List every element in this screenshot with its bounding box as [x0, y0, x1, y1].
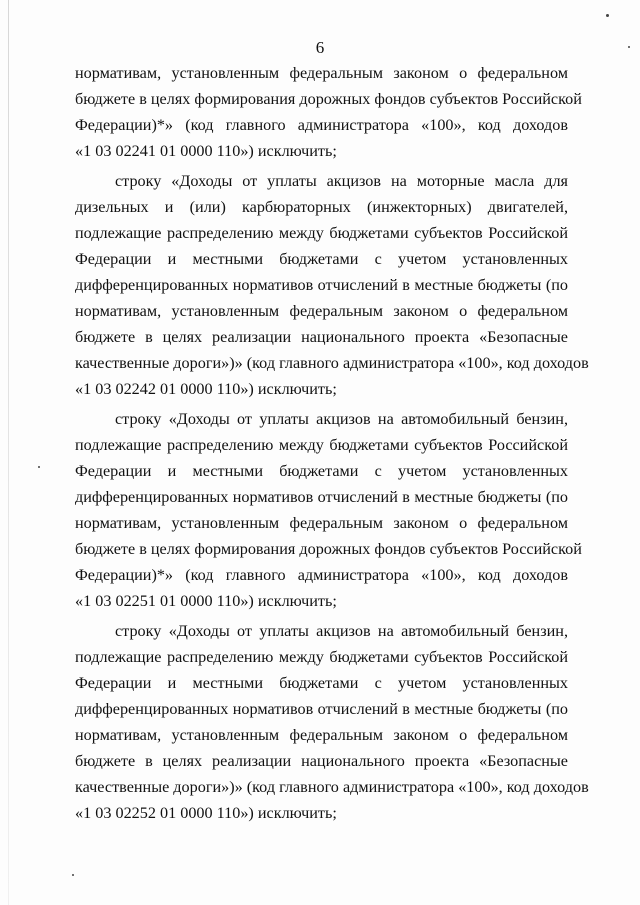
text-line: строку «Доходы от уплаты акцизов на автомобильный бензин,: [115, 622, 568, 640]
text-line: «1 03 02251 01 0000 110») исключить;: [75, 592, 337, 610]
text-line: строку «Доходы от уплаты акцизов на моторные масла для: [115, 172, 568, 190]
document-body: [75, 60, 589, 830]
text-line: качественные дороги»)» (код главного администратора «100», код доходов: [75, 778, 589, 796]
text-line: подлежащие распределению между бюджетами субъектов Российской: [75, 224, 568, 242]
text-line: нормативам, установленным федеральным законом о федеральном: [75, 514, 568, 532]
scan-speck: [606, 14, 609, 17]
text-line: бюджете в целях реализации национального проекта «Безопасные: [75, 328, 568, 346]
text-line: качественные дороги»)» (код главного администратора «100», код доходов: [75, 354, 589, 372]
text-line: дифференцированных нормативов отчислений в местные бюджеты (по: [75, 700, 568, 718]
page-edge-shadow: [8, 0, 9, 905]
text-line: нормативам, установленным федеральным законом о федеральном: [75, 726, 568, 744]
text-line: дифференцированных нормативов отчислений в местные бюджеты (по: [75, 276, 568, 294]
text-line: нормативам, установленным федеральным законом о федеральном: [75, 64, 568, 82]
text-line: подлежащие распределению между бюджетами субъектов Российской: [75, 648, 568, 666]
text-line: нормативам, установленным федеральным законом о федеральном: [75, 302, 568, 320]
text-line: Федерации)*» (код главного администратора «100», код доходов: [75, 566, 568, 584]
text-line: бюджете в целях формирования дорожных фондов субъектов Российской: [75, 90, 582, 108]
scan-speck: [38, 466, 40, 468]
scan-speck: [72, 874, 74, 876]
text-line: дизельных и (или) карбюраторных (инжекторных) двигателей,: [75, 198, 568, 216]
text-line: Федерации)*» (код главного администратора «100», код доходов: [75, 116, 568, 134]
text-line: «1 03 02252 01 0000 110») исключить;: [75, 804, 337, 822]
paragraph-4: [75, 618, 589, 826]
paragraph-3: [75, 406, 582, 614]
paragraph-2: [75, 168, 589, 402]
page-number: 6: [315, 38, 325, 57]
text-line: Федерации и местными бюджетами с учетом установленных: [75, 250, 568, 268]
text-line: подлежащие распределению между бюджетами субъектов Российской: [75, 436, 568, 454]
text-line: бюджете в целях формирования дорожных фондов субъектов Российской: [75, 540, 582, 558]
scan-speck: [628, 46, 630, 48]
text-line: дифференцированных нормативов отчислений в местные бюджеты (по: [75, 488, 568, 506]
text-line: Федерации и местными бюджетами с учетом установленных: [75, 674, 568, 692]
text-line: бюджете в целях реализации национального проекта «Безопасные: [75, 752, 568, 770]
text-line: строку «Доходы от уплаты акцизов на автомобильный бензин,: [115, 410, 568, 428]
text-line: «1 03 02242 01 0000 110») исключить;: [75, 380, 337, 398]
paragraph-1: [75, 60, 582, 164]
text-line: «1 03 02241 01 0000 110») исключить;: [75, 142, 337, 160]
text-line: Федерации и местными бюджетами с учетом установленных: [75, 462, 568, 480]
